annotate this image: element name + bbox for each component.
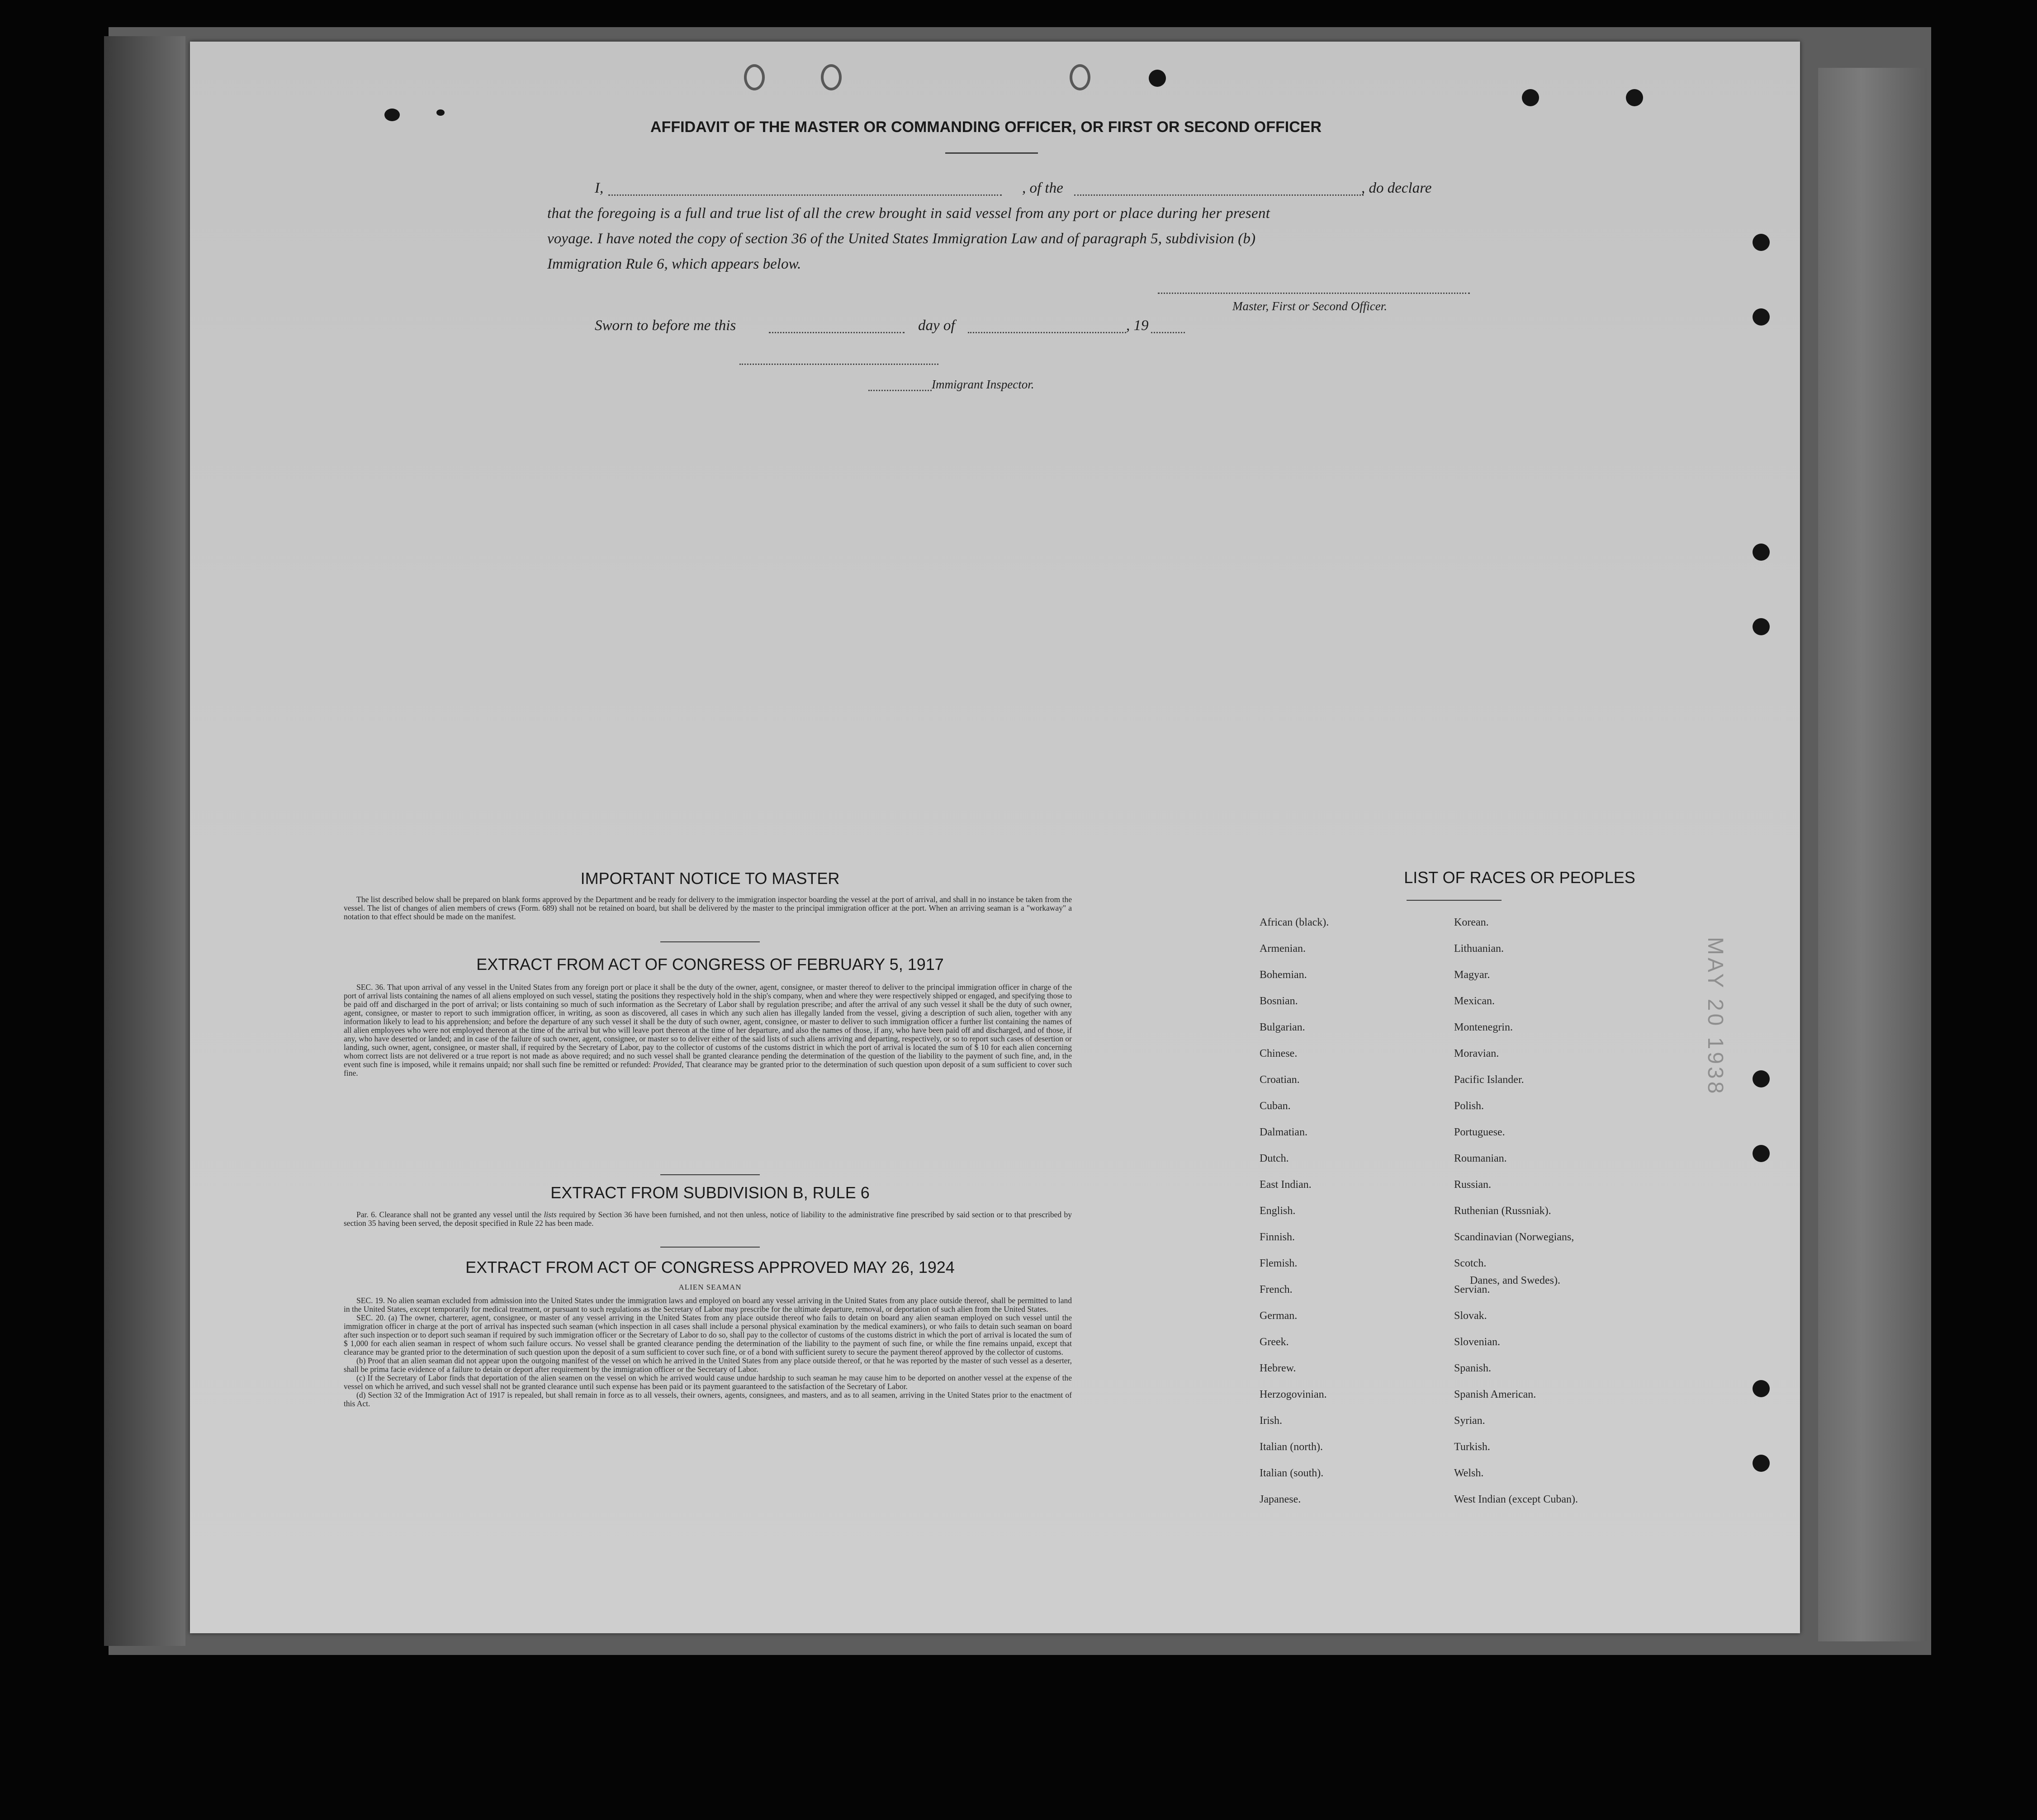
race-item: Scotch. <box>1454 1257 1487 1269</box>
binding-hole-icon <box>744 64 765 90</box>
race-item: Servian. <box>1454 1284 1490 1295</box>
affidavit-title: AFFIDAVIT OF THE MASTER OR COMMANDING OFFICER, OR FIRST OR SECOND OFFICER <box>650 118 1322 136</box>
notice-paragraph: The list described below shall be prepared on blank forms approved by the Department and be ready for delivery to the immigration inspector boarding the vessel at the port of arrival, and shall in no instance be taken from the vessel. The list of changes of alien members of crews (Form. 689) shall not be retained on board, but shall be delivered by the master to the principal immigration officer at the port. When an arriving seaman is a "workaway" a notation to that effect should be made on the manifest. <box>344 895 1072 921</box>
inspector-label: Immigrant Inspector. <box>932 378 1034 391</box>
title-underline <box>945 152 1038 154</box>
punch-hole-icon <box>1753 1455 1770 1472</box>
officer-signature-label: Master, First or Second Officer. <box>1232 299 1387 313</box>
race-item: Dutch. <box>1260 1153 1289 1164</box>
notice-text <box>344 895 1072 921</box>
rule6-text-a: Par. 6. Clearance shall not be granted any vessel until the <box>356 1210 542 1219</box>
sec-36-end: That clearance may be granted prior to the determination of such question upon deposit of a sum sufficient to cover such fine. <box>344 1060 1072 1078</box>
race-item: Bohemian. <box>1260 969 1307 981</box>
section-divider <box>660 941 760 942</box>
races-title-underline <box>1407 900 1502 901</box>
inspector-signature-field[interactable] <box>739 364 938 365</box>
race-item: Korean. <box>1454 917 1489 928</box>
officer-signature-field[interactable] <box>1158 293 1470 294</box>
race-item: Polish. <box>1454 1100 1484 1112</box>
race-item: Bulgarian. <box>1260 1021 1305 1033</box>
extract-1917-text <box>344 983 1072 1078</box>
backing-strip <box>1818 68 1927 1641</box>
race-item: Moravian. <box>1454 1048 1499 1059</box>
race-item: Portuguese. <box>1454 1126 1505 1138</box>
race-item: Flemish. <box>1260 1257 1298 1269</box>
scandinavian-continuation: Danes, and Swedes). <box>1470 1275 1560 1286</box>
race-item: Armenian. <box>1260 943 1306 955</box>
vessel-name-field[interactable] <box>1074 194 1364 196</box>
inspector-signature-field[interactable] <box>868 390 932 391</box>
race-item: Welsh. <box>1454 1467 1484 1479</box>
sec-20b-text: (b) Proof that an alien seaman did not appear upon the outgoing manifest of the vessel on which he arrived in the United States from any place outside thereof, or that he was reported by the master of such vessel as a deserter, shall be prima facie evidence of a failure to detain or deport after requirement by the immigration officer or the Secretary of Labor. <box>344 1356 1072 1374</box>
extract-rule6-text <box>344 1210 1072 1228</box>
ink-spot-icon <box>436 109 445 116</box>
binding-hole-icon <box>1070 64 1090 90</box>
punch-hole-icon <box>1753 1070 1770 1087</box>
race-item: Slovenian. <box>1454 1336 1500 1348</box>
race-item: Scandinavian (Norwegians, <box>1454 1231 1574 1243</box>
sworn-year-field[interactable] <box>1151 332 1185 333</box>
punch-hole-icon <box>1753 234 1770 251</box>
race-item: Spanish American. <box>1454 1389 1536 1400</box>
race-item: German. <box>1260 1310 1298 1322</box>
punch-hole-icon <box>1753 544 1770 561</box>
race-item: Dalmatian. <box>1260 1126 1307 1138</box>
date-stamp: MAY 20 1938 <box>1703 937 1727 1097</box>
race-item: Montenegrin. <box>1454 1021 1513 1033</box>
declarant-name-field[interactable] <box>608 194 1002 196</box>
extract-1924-text <box>344 1296 1072 1408</box>
race-item: Ruthenian (Russniak). <box>1454 1205 1551 1217</box>
punch-hole-icon <box>1753 1380 1770 1397</box>
vessel-label: , of the <box>1022 180 1063 196</box>
declarant-label: I, <box>595 180 604 196</box>
race-item: Croatian. <box>1260 1074 1300 1086</box>
race-item: East Indian. <box>1260 1179 1312 1191</box>
day-of-label: day of <box>918 317 955 334</box>
races-right-column <box>1454 917 1578 1520</box>
binding-hole-icon <box>821 64 842 90</box>
race-item: Cuban. <box>1260 1100 1291 1112</box>
race-item: Japanese. <box>1260 1494 1301 1505</box>
race-item: Turkish. <box>1454 1441 1490 1453</box>
race-item: West Indian (except Cuban). <box>1454 1494 1578 1505</box>
race-item: Pacific Islander. <box>1454 1074 1524 1086</box>
punch-hole-icon <box>1753 308 1770 326</box>
punch-hole-icon <box>1753 1145 1770 1162</box>
race-item: English. <box>1260 1205 1296 1217</box>
race-item: Bosnian. <box>1260 995 1298 1007</box>
lists-word: lists <box>544 1210 557 1219</box>
sec-36-text: SEC. 36. That upon arrival of any vessel in the United States from any foreign port or place it shall be the duty of the owner, agent, consignee, or master thereof to deliver to the principal immigration officer in charge of the port of arrival lists containing the names of all aliens employed on such vessel, stating the positions they respectively hold in the ship's company, when and where they were respectively shipped or engaged, and specifying those to be paid off and discharged in the port of arrival; or lists containing so much of such information as the Secretary of Labor shall by regulation prescribe; and after the arrival of any such vessel it shall be the duty of such owner, agent, consignee, or master to report to such immigration officer, in writing, as soon as discovered, all cases in which any such alien has illegally landed from the vessel, giving a description of such alien, together with any information likely to lead to his apprehension; and before the departure of any such vessel it shall be the duty of such owner, agent, consignee, or master to deliver to such immigration officer a further list containing the names of all alien employees who were not employed thereon at the time of the arrival but who will leave port thereon at the time of her departure, and also the names of those, if any, who have been paid off and discharged, and of those, if any, who have deserted or landed; and in case of the failure of such owner, agent, consignee, or master so to deliver either of the said lists of such aliens arriving and departing, respectively, or so to report such cases of desertion or landing, such owner, agent, consignee, or master shall, if required by the Secretary of Labor, pay to the collector of customs of the customs district in which the port of arrival is located the sum of $ 10 for each alien concerning whom correct lists are not delivered or a true report is not made as above required; and no such vessel shall be granted clearance pending the determination of the question of the liability to the payment of such fine, and, in the event such fine is imposed, while it remains unpaid; nor shall such fine be remitted or refunded: <box>344 983 1072 1069</box>
sworn-month-field[interactable] <box>968 332 1126 333</box>
affidavit-line-4: Immigration Rule 6, which appears below. <box>547 256 801 272</box>
races-list <box>1260 917 1667 1550</box>
races-title: LIST OF RACES OR PEOPLES <box>1404 868 1635 887</box>
race-item: Syrian. <box>1454 1415 1485 1427</box>
affidavit-line-2: that the foregoing is a full and true list of all the crew brought in said vessel from any port or place during her present <box>547 205 1270 222</box>
extract-rule6-title: EXTRACT FROM SUBDIVISION B, RULE 6 <box>550 1183 870 1202</box>
sec-20c-text: (c) If the Secretary of Labor finds that deportation of the alien seamen on the vessel on which he arrived would cause undue hardship to such seaman he may cause him to be deported on another vessel at the expense of the vessel on which he arrived, and such vessel shall not be granted clearance until such expense has been paid or its payment guaranteed to the satisfaction of the Secretary of Labor. <box>344 1373 1072 1391</box>
races-left-column <box>1260 917 1329 1520</box>
rule6-text-b: required by Section 36 have been furnished, and not then unless, notice of liability to the administrative fine prescribed by said section or to that prescribed by section 35 having been served, the deposit specified in Rule 22 has been made. <box>344 1210 1072 1228</box>
section-divider <box>660 1174 760 1175</box>
race-item: Greek. <box>1260 1336 1289 1348</box>
race-item: Italian (south). <box>1260 1467 1324 1479</box>
section-divider <box>660 1247 760 1248</box>
sworn-label: Sworn to before me this <box>595 317 736 334</box>
notice-title: IMPORTANT NOTICE TO MASTER <box>580 869 840 888</box>
race-item: Italian (north). <box>1260 1441 1323 1453</box>
binding-hole-icon <box>1626 89 1643 106</box>
race-item: Mexican. <box>1454 995 1495 1007</box>
race-item: Hebrew. <box>1260 1362 1296 1374</box>
extract-1924-title: EXTRACT FROM ACT OF CONGRESS APPROVED MAY 26, 1924 <box>465 1258 955 1276</box>
provided-word: Provided, <box>653 1060 684 1069</box>
race-item: Chinese. <box>1260 1048 1298 1059</box>
race-item: African (black). <box>1260 917 1329 928</box>
race-item: Russian. <box>1454 1179 1492 1191</box>
race-item: Slovak. <box>1454 1310 1487 1322</box>
race-item: Lithuanian. <box>1454 943 1504 955</box>
punch-hole-icon <box>1753 618 1770 635</box>
race-item: French. <box>1260 1284 1293 1295</box>
race-item: Spanish. <box>1454 1362 1492 1374</box>
declare-label: , do declare <box>1361 180 1432 196</box>
binding-hole-icon <box>1149 70 1166 87</box>
year-label: , 19 <box>1126 317 1149 334</box>
sec-19-text: SEC. 19. No alien seaman excluded from admission into the United States under the immigration laws and employed on board any vessel arriving in the United States from any place outside thereof, shall be permitted to land in the United States, except temporarily for medical treatment, or pursuant to such regulations as the Secretary of Labor may prescribe for the ultimate departure, removal, or deportation of such alien from the United States. <box>344 1296 1072 1314</box>
alien-seaman-subtitle: ALIEN SEAMAN <box>678 1283 742 1291</box>
sec-20a-text: SEC. 20. (a) The owner, charterer, agent, consignee, or master of any vessel arriving in the United States from any place outside thereof who fails to detain on board any alien seaman employed on such vessel until the immigration officer in charge at the port of arrival has inspected such seaman (which inspection in all cases shall include a personal physical examination by the medical examiners), or who fails to detain such seaman on board after such inspection or to deport such seaman if required by such immigration officer or the Secretary of Labor to do so, shall pay to the collector of customs of the customs district in which the port of arrival is located the sum of $ 1,000 for each alien seaman in respect of whom such failure occurs. No vessel shall be granted clearance pending the determination of the liability to the payment of such fine, or while the fine remains unpaid, except that clearance may be granted prior to the determination of such question upon the deposit of a sum sufficient to cover such fine, or of a bond with sufficient surety to secure the payment thereof approved by the collector of customs. <box>344 1313 1072 1357</box>
binding-hole-icon <box>1522 89 1539 106</box>
sec-20d-text: (d) Section 32 of the Immigration Act of 1917 is repealed, but shall remain in force as to all vessels, their owners, agents, consignees, and masters, and as to all seamen, arriving in the United States prior to the enactment of this Act. <box>344 1390 1072 1408</box>
race-item: Finnish. <box>1260 1231 1295 1243</box>
race-item: Magyar. <box>1454 969 1490 981</box>
race-item: Irish. <box>1260 1415 1282 1427</box>
sworn-day-field[interactable] <box>769 332 905 333</box>
extract-1917-title: EXTRACT FROM ACT OF CONGRESS OF FEBRUARY 5, 1917 <box>476 955 944 974</box>
affidavit-line-3: voyage. I have noted the copy of section 36 of the United States Immigration Law and of paragraph 5, subdivision (b) <box>547 231 1256 247</box>
race-item: Roumanian. <box>1454 1153 1507 1164</box>
race-item: Herzogovinian. <box>1260 1389 1327 1400</box>
backing-shadow <box>104 36 185 1646</box>
races-continuation <box>1470 1275 1560 1287</box>
form-page <box>190 42 1800 1633</box>
